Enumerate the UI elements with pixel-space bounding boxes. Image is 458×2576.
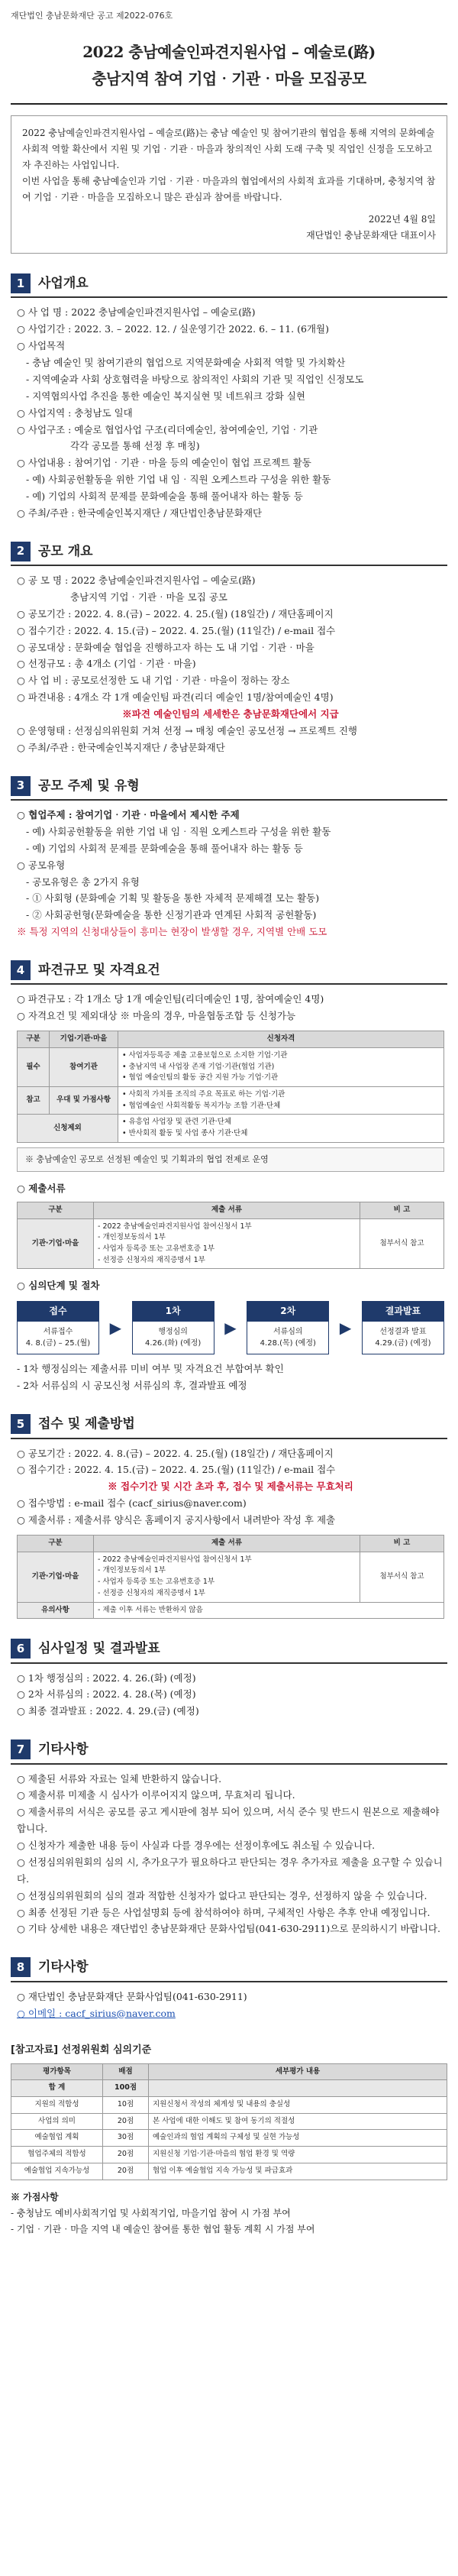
table-item: - 2022 충남예술인파견지원사업 참여신청서 1부: [98, 1222, 252, 1231]
s2-line: ○ 파견내용 : 4개소 각 1개 예술인팀 파견(리더 예술인 1명/참여예술인 4명): [17, 691, 334, 704]
section-5: [11, 1414, 447, 1619]
section-1: [11, 273, 447, 522]
table-header: 기업‧기관‧마을: [50, 1031, 118, 1048]
flow-step-line: 서류접수: [43, 1328, 73, 1337]
section-5-body: [11, 1439, 447, 1620]
table-cell: [94, 1218, 360, 1269]
table-cell: 합 계: [11, 2080, 103, 2097]
table-header: 비 고: [360, 1202, 444, 1218]
table-cell: 20점: [103, 2113, 149, 2130]
table-cell: 참고: [18, 1087, 50, 1115]
table-cell: 필수: [18, 1047, 50, 1086]
s1-line: - 지역협의사업 추진을 통한 예술인 복지실현 및 네트워크 강화 실현: [26, 390, 306, 402]
table-item: • 협업예술인 사회적활동 복지가능 조합 기관‧단체: [122, 1101, 281, 1110]
flow-step-line: 서류심의: [273, 1328, 303, 1337]
flow-step-body: [362, 1321, 444, 1354]
s2-line: ○ 선정규모 : 총 4개소 (기업‧기관‧마을): [17, 658, 196, 670]
table-cell: 예술협업 계획: [11, 2130, 103, 2147]
table-cell: 100점: [103, 2080, 149, 2097]
submit-table: [17, 1535, 444, 1619]
arrow-right-icon: ▶: [339, 1318, 352, 1337]
s3-line: - 예) 사회공헌활동을 위한 기업 내 임‧직원 오케스트라 구성을 위한 활동: [26, 825, 331, 837]
table-cell: 기관‧기업‧마을: [18, 1218, 94, 1269]
table-item: • 반사회적 활동 및 사업 종사 기관‧단체: [122, 1129, 248, 1138]
section-title: 공모 개요: [38, 543, 93, 559]
s3-note: ※ 특정 지역의 신청대상들이 흥미는 현장이 발생할 경우, 지역별 안배 도모: [17, 926, 327, 938]
s7-line: ○ 신청자가 제출한 내용 등이 사실과 다를 경우에는 선정이후에도 취소될 수 있습니다.: [17, 1840, 376, 1852]
arrow-right-icon: ▶: [224, 1318, 237, 1337]
s7-line: ○ 제출서류의 서식은 공모를 공고 게시판에 첨부 되어 있으며, 서식 준수 및 반드시 원본으로 제출해야 합니다.: [17, 1806, 440, 1835]
eligibility-table-wrap: [17, 1031, 444, 1171]
section-8-body: [11, 1982, 447, 2022]
flow-step-line: 4.28.(목) (예정): [260, 1339, 316, 1348]
s3-line: - ① 사회형 (문화예술 기획 및 활동을 통한 자체적 문제해결 모는 활동): [26, 892, 320, 905]
table-cell: 지원신청서 작성의 체계성 및 내용의 충실성: [149, 2096, 447, 2113]
s4-line: ○ 자격요건 및 제외대상 ※ 마을의 경우, 마을협동조합 등 신청가능: [17, 1010, 296, 1022]
flow-step-title: 접수: [17, 1301, 99, 1322]
section-number: 5: [11, 1414, 31, 1434]
intro-date: 2022년 4월 8일: [368, 214, 436, 225]
intro-org: 재단법인 충남문화재단 대표이사: [306, 230, 436, 241]
flow-step: [17, 1301, 99, 1355]
table-cell: 신청제외: [18, 1115, 118, 1142]
table-item: - 선정증 신청자의 재직증명서 1부: [98, 1255, 205, 1264]
flow-notes: [17, 1361, 444, 1394]
criteria-table: [11, 2063, 447, 2180]
table-cell: 기관‧기업‧마을: [18, 1552, 94, 1602]
page-title-line2: 충남지역 참여 기업‧기관‧마을 모집공모: [92, 70, 366, 89]
section-number: 1: [11, 273, 31, 293]
table-cell: [149, 2080, 447, 2097]
s5-line: ○ 공모기간 : 2022. 4. 8.(금) – 2022. 4. 25.(월) (18일간) / 재단홈페이지: [17, 1447, 334, 1459]
table-item: • 협업 예술인팀의 활동 공간 지원 가능 기업‧기관: [122, 1073, 279, 1083]
s5-line: ○ 제출서류 : 제출서류 양식은 홈페이지 공지사항에서 내려받아 작성 후 제출: [17, 1514, 336, 1526]
s1-line: ○ 사업내용 : 참여기업‧기관‧마을 등의 예술인이 협업 프로젝트 활동: [17, 457, 311, 469]
contact-line: ○ 재단법인 충남문화재단 문화사업팀(041-630-2911): [17, 1990, 247, 2002]
table-cell: 첨부서식 참고: [360, 1218, 444, 1269]
table-item: - 선정증 신청자의 재직증명서 1부: [98, 1588, 205, 1597]
s3-line: ○ 협업주제 : 참여기업‧기관‧마을에서 제시한 주제: [17, 809, 240, 821]
table-item: - 사업자 등록증 또는 고유번호증 1부: [98, 1578, 215, 1587]
flow-step-line: 행정심의: [158, 1328, 188, 1337]
section-7: [11, 1739, 447, 1937]
notice-number: 재단법인 충남문화재단 공고 제2022-076호: [11, 11, 173, 21]
table-cell: - 제출 이후 서류는 반환하지 않음: [94, 1602, 444, 1619]
table-cell: 20점: [103, 2147, 149, 2163]
table-item: - 개인정보동의서 1부: [98, 1233, 166, 1242]
section-6: [11, 1639, 447, 1720]
table-item: • 유흥업 사업장 및 관련 기관‧단체: [122, 1118, 232, 1127]
s1-line: - 충남 예술인 및 참여기관의 협업으로 지역문화예술 사회적 역할 및 가치확산: [26, 357, 346, 369]
s6-line: ○ 최종 결과발표 : 2022. 4. 29.(금) (예정): [17, 1705, 199, 1717]
section-8-header: [11, 1957, 447, 1982]
s1-line: - 지역예술과 사회 상호협력을 바탕으로 참의적인 사회의 기관 및 직업인 신정모도: [26, 373, 364, 385]
flow-step-line: 선정결과 발표: [379, 1328, 427, 1337]
section-number: 6: [11, 1639, 31, 1659]
s2-line: ○ 공모대상 : 문화예술 협업을 진행하고자 하는 도 내 기업‧기관‧마을: [17, 641, 314, 653]
section-title: 공모 주제 및 유형: [38, 778, 140, 794]
section-2: [11, 542, 447, 756]
s2-line: ○ 접수기간 : 2022. 4. 15.(금) – 2022. 4. 25.(월) (11일간) / e-mail 접수: [17, 624, 336, 636]
s7-line: ○ 선정심의위원회의 심의 결과 적합한 신청자가 없다고 판단되는 경우, 선정하지 않을 수 있습니다.: [17, 1889, 427, 1901]
table-cell: 사업의 의미: [11, 2113, 103, 2130]
table-cell: 지원신청 기업‧기관‧마을의 협업 환경 및 역량: [149, 2147, 447, 2163]
s1-line: - 예) 사회공헌활동을 위한 기업 내 임‧직원 오케스트라 구성을 위한 활동: [26, 474, 331, 486]
bonus-note: [11, 2189, 447, 2238]
intro-text-1: 2022 충남예술인파견지원사업 – 예술로(路)는 충남 예술인 및 참여기관의 협업을 통해 지역의 문화예술 사회적 역할 확산에서 지원 및 기업‧기관‧마을과 창의적인 사회 도래 구축 및 직업인 신정을 도모하고자 추진하는 사업입니다.: [22, 128, 435, 171]
table-header: 구분: [18, 1031, 50, 1048]
s1-line: ○ 사 업 명 : 2022 충남예술인파견지원사업 – 예술로(路): [17, 306, 256, 319]
table-row: [11, 2163, 447, 2180]
table-item: - 사업자 등록증 또는 고유번호증 1부: [98, 1244, 215, 1254]
s2-line: ○ 공모기간 : 2022. 4. 8.(금) – 2022. 4. 25.(월) (18일간) / 재단홈페이지: [17, 607, 334, 620]
s1-line: ○ 사업목적: [17, 340, 66, 352]
table-cell: 30점: [103, 2130, 149, 2147]
section-3-body: [11, 801, 447, 940]
table-cell: 10점: [103, 2096, 149, 2113]
section-3: [11, 776, 447, 940]
table-header: 평가항목: [11, 2063, 103, 2080]
section-4-header: [11, 960, 447, 985]
table-item: - 개인정보동의서 1부: [98, 1566, 166, 1575]
table-header: 제출 서류: [94, 1202, 360, 1218]
submit-table-wrap: [17, 1535, 444, 1619]
s2-line: 충남지역 기업‧기관‧마을 모집 공모: [70, 591, 227, 603]
s2-line: ○ 사 업 비 : 공모로선정한 도 내 기업‧기관‧마을이 정하는 장소: [17, 675, 290, 687]
table-row: [11, 2130, 447, 2147]
s1-line: ○ 사업구조 : 예술로 협업사업 구조(리더예술인, 참여예술인, 기업‧기관: [17, 423, 318, 435]
table-row: [11, 2113, 447, 2130]
s1-line: ○ 사업지역 : 충청남도 일대: [17, 406, 133, 419]
table-row: [11, 2096, 447, 2113]
section-title: 파견규모 및 자격요건: [38, 963, 160, 979]
table-cell: 본 사업에 대한 이해도 및 참여 동기의 적절성: [149, 2113, 447, 2130]
s1-line: 각각 공모를 통해 선정 후 매칭): [70, 440, 200, 452]
section-number: 8: [11, 1957, 31, 1977]
section-number: 4: [11, 960, 31, 980]
table-row: [18, 1218, 444, 1269]
section-2-body: [11, 566, 447, 756]
flow-step-title: 1차: [132, 1301, 214, 1322]
eligibility-table: [17, 1031, 444, 1143]
table-item: • 사회적 가치를 조직의 주요 목표로 하는 기업‧기관: [122, 1090, 285, 1099]
section-4-body: [11, 985, 447, 1394]
s2-line: ○ 공 모 명 : 2022 충남예술인파견지원사업 – 예술로(路): [17, 574, 256, 587]
s2-line: ○ 운영형태 : 선정심의위원회 거쳐 선정 → 매칭 예술인 공모선정 → 프로젝트 진행: [17, 724, 357, 736]
table-cell: [118, 1047, 444, 1086]
flow-step-line: 4. 8.(금) – 25.(월): [25, 1339, 91, 1348]
table-cell: 우대 및 가점사항: [50, 1087, 118, 1115]
table-cell: 협업 이후 예술협업 지속 가능성 및 파급효과: [149, 2163, 447, 2180]
table-row: [11, 2080, 447, 2097]
title-divider: [11, 103, 447, 105]
table-cell: 유의사항: [18, 1602, 94, 1619]
table-item: • 사업자등록증 제출 고용보험으로 소지한 기업‧기관: [122, 1050, 288, 1060]
table-cell: 참여기관: [50, 1047, 118, 1086]
flow-step-title: 2차: [247, 1301, 329, 1322]
flow-step-body: [247, 1321, 329, 1354]
s5-line: ○ 접수기간 : 2022. 4. 15.(금) – 2022. 4. 25.(월) (11일간) / e-mail 접수: [17, 1464, 336, 1476]
flow-step: [247, 1301, 329, 1355]
s5-line: ○ 접수방법 : e-mail 접수 (cacf_sirius@naver.com): [17, 1497, 247, 1510]
s7-line: ○ 제출서류 미제출 시 심사가 이루어지지 않으며, 무효처리 됩니다.: [17, 1789, 295, 1801]
section-title: 접수 및 제출방법: [38, 1416, 135, 1432]
section-4: [11, 960, 447, 1394]
table-header-row: [18, 1535, 444, 1552]
intro-box: [11, 115, 447, 254]
section-1-body: [11, 298, 447, 521]
section-title: 기타사항: [38, 1960, 89, 1976]
table-header: 배점: [103, 2063, 149, 2080]
section-number: 2: [11, 542, 31, 561]
table-row: [18, 1115, 444, 1142]
page-title-line1: 2022 충남예술인파견지원사업 – 예술로(路): [82, 43, 376, 62]
flow-note: - 2차 서류심의 시 공모신청 서류심의 후, 결과발표 예정: [17, 1380, 247, 1392]
table-row: [18, 1552, 444, 1602]
table-header: 제출 서류: [94, 1535, 360, 1552]
table-header-row: [11, 2063, 447, 2080]
s1-line: ○ 주최/주관 : 한국예술인복지재단 / 재단법인충남문화재단: [17, 506, 263, 519]
docs-table: [17, 1202, 444, 1270]
section-8: [11, 1957, 447, 2021]
table-cell: 첨부서식 참고: [360, 1552, 444, 1602]
table-cell: 협업주체의 적합성: [11, 2147, 103, 2163]
table-item: - 2022 충남예술인파견지원사업 참여신청서 1부: [98, 1555, 252, 1564]
section-5-header: [11, 1414, 447, 1438]
s7-line: ○ 기타 상세한 내용은 재단법인 충남문화재단 문화사업팀(041-630-2911)으로 문의하시기 바랍니다.: [17, 1923, 440, 1935]
s2-note: ※파견 예술인팀의 세세한은 충남문화재단에서 지급: [122, 708, 339, 720]
table-header: 구분: [18, 1202, 94, 1218]
flow-step-body: [17, 1321, 99, 1354]
table-cell: 예술협업 지속가능성: [11, 2163, 103, 2180]
s1-line: - 예) 기업의 사회적 문제를 문화예술을 통해 풀어내자 하는 활동 등: [26, 490, 303, 503]
reference-title: [참고자료] 선정위원회 심의기준: [11, 2044, 152, 2057]
section-1-header: [11, 273, 447, 298]
flow-step-body: [132, 1321, 214, 1354]
section-title: 사업개요: [38, 276, 89, 292]
s3-line: ○ 공모유형: [17, 859, 66, 871]
flow-step: [132, 1301, 214, 1355]
section-number: 3: [11, 776, 31, 796]
bonus-note-line: - 충청남도 예비사회적기업 및 사회적기업, 마을기업 참여 시 가점 부여: [11, 2207, 291, 2218]
s3-line: - 공모유형은 총 2가지 유형: [26, 875, 140, 888]
table-row: [18, 1602, 444, 1619]
table-cell: 지원의 적합성: [11, 2096, 103, 2113]
arrow-right-icon: ▶: [109, 1318, 122, 1337]
docs-table-wrap: [17, 1202, 444, 1270]
bonus-note-line: - 기업‧기관‧마을 지역 내 예술인 참여를 통한 협업 활동 계획 시 가점 부여: [11, 2223, 315, 2235]
s7-line: ○ 선정심의위원회의 심의 시, 추가요구가 필요하다고 판단되는 경우 추가자료 제출을 요구할 수 있습니다.: [17, 1856, 443, 1885]
table-header: 세부평가 내용: [149, 2063, 447, 2080]
table-header: 구분: [18, 1535, 94, 1552]
flow-step-line: 4.26.(화) (예정): [145, 1339, 202, 1348]
review-flow: [17, 1301, 444, 1355]
flow-step: [362, 1301, 444, 1355]
email-link[interactable]: ○ 이메일 : cacf_sirius@naver.com: [17, 2007, 176, 2019]
table-header: 신청자격: [118, 1031, 444, 1048]
s2-line: ○ 주최/주관 : 한국예술인복지재단 / 충남문화재단: [17, 741, 225, 753]
table-cell: [118, 1115, 444, 1142]
section-6-header: [11, 1639, 447, 1663]
docs-subtitle: ○ 제출서류: [17, 1182, 66, 1194]
section-title: 심사일정 및 결과발표: [38, 1641, 160, 1657]
table-item: • 충남지역 내 사업장 존재 기업‧기관(협업 기관): [122, 1062, 275, 1071]
s4-line: ○ 파견규모 : 각 1개소 당 1개 예술인팀(리더예술인 1명, 참여예술인 4명): [17, 993, 324, 1005]
s1-line: ○ 사업기간 : 2022. 3. – 2022. 12. / 실운영기간 2022. 6. – 11. (6개월): [17, 323, 329, 335]
table-cell: [94, 1552, 360, 1602]
s3-line: - ② 사회공헌형(문화예술을 통한 신정기관과 연계된 사회적 공헌활동): [26, 909, 317, 921]
table-row: [11, 2147, 447, 2163]
table-cell: [118, 1087, 444, 1115]
section-number: 7: [11, 1739, 31, 1759]
flow-step-line: 4.29.(금) (예정): [375, 1339, 431, 1348]
s3-line: - 예) 기업의 사회적 문제를 문화예술을 통해 풀어내자 하는 활동 등: [26, 842, 303, 854]
flow-subtitle: ○ 심의단계 및 절차: [17, 1280, 100, 1292]
section-3-header: [11, 776, 447, 801]
table-cell: 예술인과의 협업 계획의 구체성 및 실현 가능성: [149, 2130, 447, 2147]
s6-line: ○ 2차 서류심의 : 2022. 4. 28.(목) (예정): [17, 1688, 196, 1701]
section-7-body: [11, 1765, 447, 1938]
section-title: 기타사항: [38, 1742, 89, 1758]
table-row: [18, 1087, 444, 1115]
table-cell: 20점: [103, 2163, 149, 2180]
eligibility-footnote: ※ 충남예술인 공모로 선정된 예술인 및 기획과의 협업 전제로 운영: [17, 1147, 444, 1172]
s5-note: ※ 접수기간 및 시간 초과 후, 접수 및 제출서류는 무효처리: [108, 1481, 353, 1493]
s6-line: ○ 1차 행정심의 : 2022. 4. 26.(화) (예정): [17, 1671, 196, 1684]
flow-step-title: 결과발표: [362, 1301, 444, 1322]
section-7-header: [11, 1739, 447, 1764]
table-row: [18, 1047, 444, 1086]
table-header-row: [18, 1031, 444, 1048]
s7-line: ○ 최종 선정된 기관 등은 사업설명회 등에 참석하여야 하며, 구체적인 사항은 추후 안내 예정입니다.: [17, 1906, 431, 1918]
intro-text-2: 이번 사업을 통해 충남예술인과 기업‧기관‧마을과의 협업에서의 사회적 효과를 기대하며, 충청지역 참여 기업‧기관‧마을을 모집하오니 많은 관심과 참여를 바랍니다.: [22, 176, 436, 203]
section-2-header: [11, 542, 447, 566]
s7-line: ○ 제출된 서류와 자료는 일체 반환하지 않습니다.: [17, 1772, 222, 1785]
table-header-row: [18, 1202, 444, 1218]
section-6-body: [11, 1664, 447, 1720]
table-header: 비 고: [360, 1535, 444, 1552]
bonus-note-title: ※ 가점사항: [11, 2191, 59, 2202]
flow-note: - 1차 행정심의는 제출서류 미비 여부 및 자격요건 부합여부 확인: [17, 1363, 284, 1375]
